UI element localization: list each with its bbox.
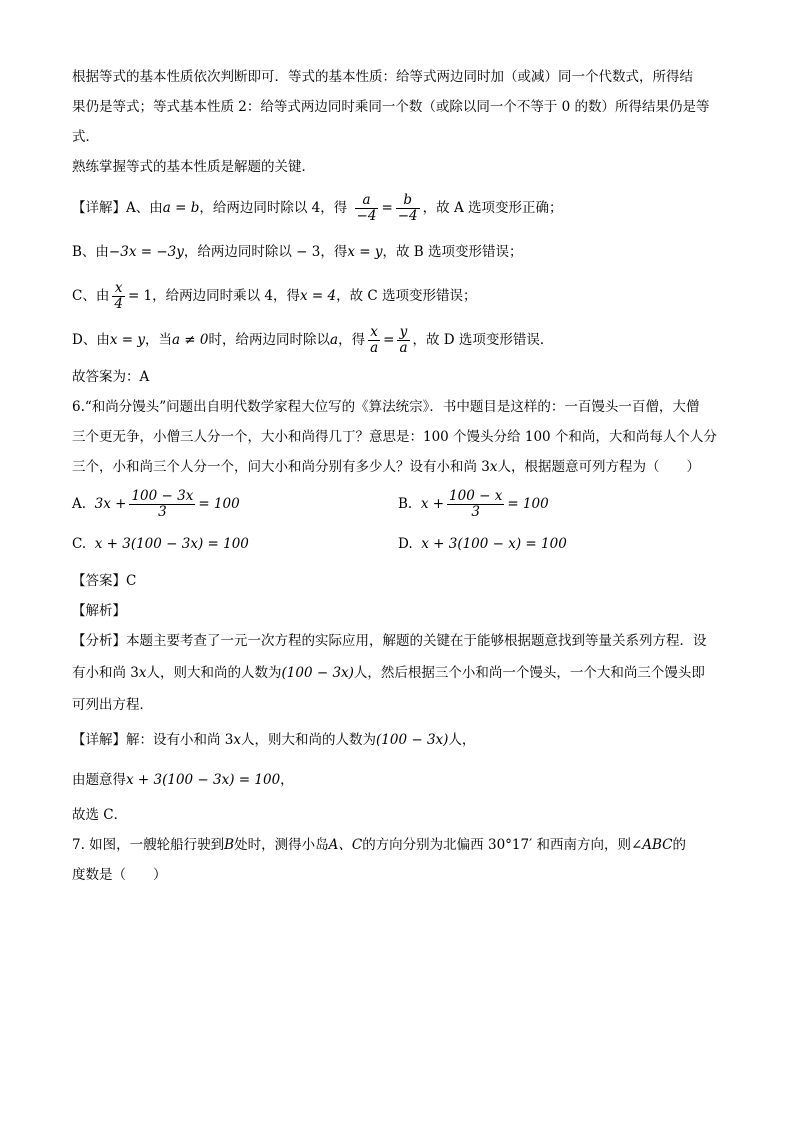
fenxi-line: 可列出方程． xyxy=(72,697,153,713)
fraction: $\frac{y}{a}$ xyxy=(399,324,408,356)
analysis-line: 式． xyxy=(72,129,99,145)
fenxi-line: 【分析】本题主要考查了一元一次方程的实际应用，解题的关键在于能够根据题意找到等量关系列方程．设 xyxy=(72,633,707,649)
fraction: $\frac{b}{-4}$ xyxy=(397,192,418,224)
detail-d: D、由x = y，当a ≠ 0时，给两边同时除以a，得 $\frac{x}{a}$ = $\frac{y}{a}$ ，故 D 选项变形错误． xyxy=(72,324,554,356)
xiangjie-line: 【详解】解：设有小和尚 3x人，则大和尚的人数为(100 − 3x)人， xyxy=(72,732,476,748)
fraction: $\frac{100 - x}{3}$ xyxy=(449,488,503,520)
question-7-line: 7. 如图，一艘轮船行驶到B处时，测得小岛A、C的方向分别为北偏西 30°17′ 和西南方向，则∠ABC的 xyxy=(72,837,687,853)
fenxi-line: 有小和尚 3x人，则大和尚的人数为(100 − 3x)人，然后根据三个小和尚一个馒头，一个大和尚三个馒头即 xyxy=(72,665,705,681)
question-6-line: 三个，小和尚三个人分一个，问大小和尚分别有多少人？设有小和尚 3x人，根据题意可列方程为（ ） xyxy=(72,459,701,475)
fraction: $\frac{a}{-4}$ xyxy=(356,192,377,224)
options-row-2 xyxy=(72,526,724,562)
detail-b: B、由−3x = −3y，给两边同时除以 − 3，得x = y，故 B 选项变形错误； xyxy=(72,244,523,260)
question-6-line: 6.“和尚分馒头”问题出自明代数学家程大位写的《算法统宗》．书中题目是这样的：一百馒头一百僧，大僧 xyxy=(72,399,700,415)
fraction: $\frac{100 - 3x}{3}$ xyxy=(131,488,194,520)
answer-line: 故答案为：A xyxy=(72,369,150,385)
analysis-line: 果仍是等式；等式基本性质 2：给等式两边同时乘同一个数（或除以同一个不等于 0 的数）所得结果仍是等 xyxy=(72,99,710,115)
detail-a: 【详解】A、由a = b，给两边同时除以 4，得 $\frac{a}{-4}$ = $\frac{b}{-4}$ ，故 A 选项变形正确； xyxy=(72,192,563,224)
detail-c: C、由 $\frac{x}{4}$ = 1，给两边同时乘以 4，得x = 4，故 C 选项变形错误； xyxy=(72,280,477,312)
analysis-tag: 【解析】 xyxy=(72,603,126,619)
document-page xyxy=(72,62,724,890)
option-b: B. x + $\frac{100 - x}{3}$ = 100 xyxy=(398,488,549,520)
analysis-line: 熟练掌握等式的基本性质是解题的关键． xyxy=(72,159,315,175)
option-a: A. 3x + $\frac{100 - 3x}{3}$ = 100 xyxy=(72,488,240,520)
option-d: D. x + 3(100 − x) = 100 xyxy=(398,536,567,552)
options-row-1 xyxy=(72,482,724,526)
question-6-line: 三个更无争，小僧三人分一个，大小和尚得几丁？意思是：100 个馒头分给 100 个和尚，大和尚每人个人分 xyxy=(72,429,717,445)
option-c: C. x + 3(100 − 3x) = 100 xyxy=(72,536,249,552)
equation-line: 由题意得x + 3(100 − 3x) = 100， xyxy=(72,772,294,788)
analysis-line: 根据等式的基本性质依次判断即可．等式的基本性质：给等式两边同时加（或减）同一个代数式，所得结 xyxy=(72,69,693,85)
fraction: $\frac{x}{a}$ xyxy=(370,324,379,356)
choose-line: 故选 C． xyxy=(72,807,128,823)
answer-tag: 【答案】C xyxy=(72,573,137,589)
fraction: $\frac{x}{4}$ xyxy=(114,280,123,312)
question-7-line: 度数是（ ） xyxy=(72,867,167,883)
